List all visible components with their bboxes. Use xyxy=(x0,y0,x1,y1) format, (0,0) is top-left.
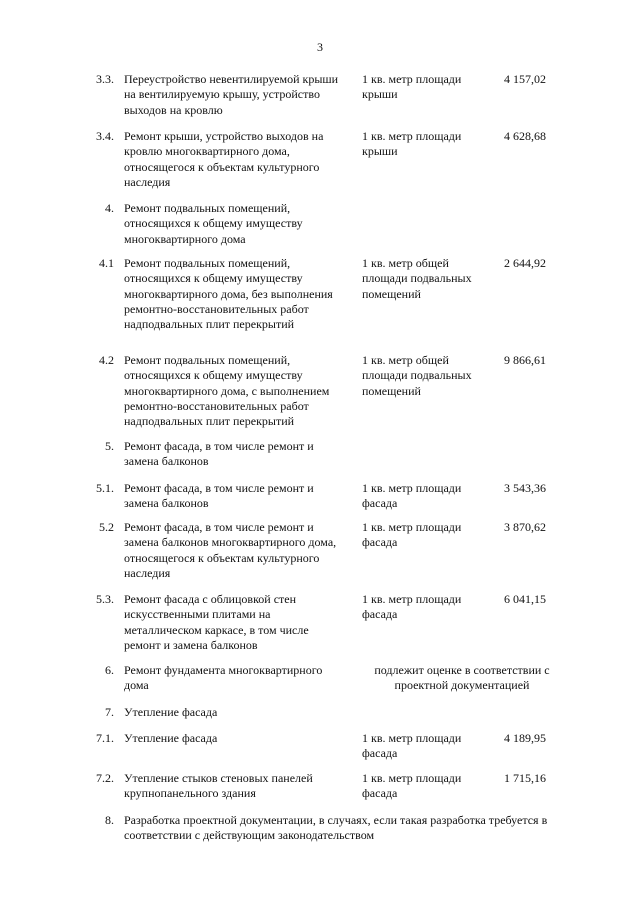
unit-of-measure-line: фасада xyxy=(362,607,398,622)
work-name-line: Переустройство невентилируемой крыши xyxy=(124,72,339,86)
work-name xyxy=(124,201,352,247)
work-name-line: Ремонт фундамента многоквартирного xyxy=(124,663,323,677)
work-name-line: относящихся к общему имуществу xyxy=(124,216,303,231)
work-name-line: надподвальных плит перекрытий xyxy=(124,317,295,332)
price-value: 3 870,62 xyxy=(504,520,546,534)
row-number: 3.3. xyxy=(96,72,114,86)
row-number: 3.4. xyxy=(96,129,114,143)
unit-of-measure-line: помещений xyxy=(362,286,421,301)
unit-of-measure-line: фасада xyxy=(362,535,398,550)
price-value: 3 543,36 xyxy=(504,481,546,495)
row-number: 5.3. xyxy=(96,592,114,606)
work-name-line: искусственными плитами на xyxy=(124,607,271,622)
row-number: 5.1. xyxy=(96,481,114,495)
work-name xyxy=(124,731,352,746)
work-name xyxy=(124,663,352,694)
price-value: 1 715,16 xyxy=(504,771,546,785)
unit-of-measure xyxy=(362,520,492,551)
work-name xyxy=(124,72,352,118)
note-line: подлежит оценке в соответствии с xyxy=(374,663,550,677)
work-name xyxy=(124,813,568,844)
work-name xyxy=(124,771,352,802)
row-number: 6. xyxy=(105,663,114,677)
price-value: 4 157,02 xyxy=(504,72,546,86)
unit-of-measure-line: 1 кв. метр общей xyxy=(362,256,449,270)
price-value: 4 189,95 xyxy=(504,731,546,745)
work-name-line: Утепление стыков стеновых панелей xyxy=(124,771,313,785)
unit-of-measure-line: фасада xyxy=(362,746,398,761)
unit-of-measure xyxy=(362,353,492,399)
work-name-line: Ремонт подвальных помещений, xyxy=(124,256,291,270)
work-name-line: дома xyxy=(124,678,149,693)
unit-of-measure-line: площади подвальных xyxy=(362,271,472,286)
work-name xyxy=(124,353,352,429)
unit-of-measure-line: 1 кв. метр площади xyxy=(362,592,462,606)
unit-of-measure-line: крыши xyxy=(362,144,398,159)
work-name-line: Ремонт фасада, в том числе ремонт и xyxy=(124,481,314,495)
unit-of-measure xyxy=(362,592,492,623)
work-name-line: Ремонт подвальных помещений, xyxy=(124,201,291,215)
price-value: 9 866,61 xyxy=(504,353,546,367)
unit-of-measure xyxy=(362,129,492,160)
work-name-line: Ремонт крыши, устройство выходов на xyxy=(124,129,324,143)
unit-of-measure-line: фасада xyxy=(362,786,398,801)
work-name-line: Ремонт подвальных помещений, xyxy=(124,353,291,367)
work-name-line: ремонтно-восстановительных работ xyxy=(124,398,309,413)
unit-of-measure xyxy=(362,481,492,512)
work-name-line: относящегося к объектам культурного xyxy=(124,550,320,565)
unit-of-measure-line: помещений xyxy=(362,383,421,398)
work-name-line: относящихся к общему имуществу xyxy=(124,271,303,286)
row-number: 4.2 xyxy=(99,353,114,367)
work-name-line: Утепление фасада xyxy=(124,731,218,745)
work-name xyxy=(124,592,352,653)
row-number: 4.1 xyxy=(99,256,114,270)
work-name-line: Ремонт фасада, в том числе ремонт и xyxy=(124,439,314,453)
unit-of-measure-line: 1 кв. метр площади xyxy=(362,129,462,143)
unit-of-measure-line: 1 кв. метр площади xyxy=(362,771,462,785)
work-name-line: Ремонт фасада с облицовкой стен xyxy=(124,592,297,606)
unit-of-measure xyxy=(362,771,492,802)
row-number: 5. xyxy=(105,439,114,453)
work-name-line: замена балконов xyxy=(124,496,209,511)
work-name-line: многоквартирного дома, без выполнения xyxy=(124,286,333,301)
work-name-line: замена балконов xyxy=(124,454,209,469)
work-name-line: ремонтно-восстановительных работ xyxy=(124,301,309,316)
work-name-line: наследия xyxy=(124,174,171,189)
work-name-line: относящихся к общему имуществу xyxy=(124,368,303,383)
work-name-line: кровлю многоквартирного дома, xyxy=(124,144,290,159)
work-name-line: Ремонт фасада, в том числе ремонт и xyxy=(124,520,314,534)
work-name-line: многоквартирного дома, с выполнением xyxy=(124,383,330,398)
work-name-line: относящегося к объектам культурного xyxy=(124,159,320,174)
price-value: 4 628,68 xyxy=(504,129,546,143)
row-number: 8. xyxy=(105,813,114,827)
work-name-line: крупнопанельного здания xyxy=(124,786,256,801)
work-name-line: замена балконов многоквартирного дома, xyxy=(124,535,337,550)
work-name-line: наследия xyxy=(124,565,171,580)
work-name-line: соответствии с действующим законодательством xyxy=(124,828,375,843)
row-number: 7. xyxy=(105,705,114,719)
work-name-line: металлическом каркасе, в том числе xyxy=(124,622,309,637)
work-name xyxy=(124,481,352,512)
row-number: 7.2. xyxy=(96,771,114,785)
unit-of-measure-line: крыши xyxy=(362,87,398,102)
unit-of-measure-line: 1 кв. метр площади xyxy=(362,481,462,495)
work-name xyxy=(124,129,352,190)
unit-of-measure-line: площади подвальных xyxy=(362,368,472,383)
work-name xyxy=(124,439,352,470)
unit-of-measure-line: 1 кв. метр общей xyxy=(362,353,449,367)
unit-of-measure xyxy=(362,256,492,302)
note xyxy=(362,663,562,694)
work-name xyxy=(124,520,352,581)
work-name-line: ремонт и замена балконов xyxy=(124,637,258,652)
work-name-line: надподвальных плит перекрытий xyxy=(124,414,295,429)
work-name-line: выходов на кровлю xyxy=(124,102,223,117)
unit-of-measure-line: фасада xyxy=(362,496,398,511)
work-name-line: Утепление фасада xyxy=(124,705,218,719)
page-number: 3 xyxy=(317,40,323,54)
unit-of-measure-line: 1 кв. метр площади xyxy=(362,72,462,86)
work-name-line: многоквартирного дома xyxy=(124,231,246,246)
unit-of-measure xyxy=(362,72,492,103)
work-name xyxy=(124,705,352,720)
work-name xyxy=(124,256,352,332)
unit-of-measure xyxy=(362,731,492,762)
unit-of-measure-line: 1 кв. метр площади xyxy=(362,731,462,745)
price-value: 6 041,15 xyxy=(504,592,546,606)
note-line: проектной документацией xyxy=(394,678,530,693)
work-name-line: Разработка проектной документации, в случаях, если такая разработка требуется в xyxy=(124,813,548,827)
price-value: 2 644,92 xyxy=(504,256,546,270)
row-number: 4. xyxy=(105,201,114,215)
work-name-line: на вентилируемую крышу, устройство xyxy=(124,87,320,102)
row-number: 5.2 xyxy=(99,520,114,534)
unit-of-measure-line: 1 кв. метр площади xyxy=(362,520,462,534)
row-number: 7.1. xyxy=(96,731,114,745)
